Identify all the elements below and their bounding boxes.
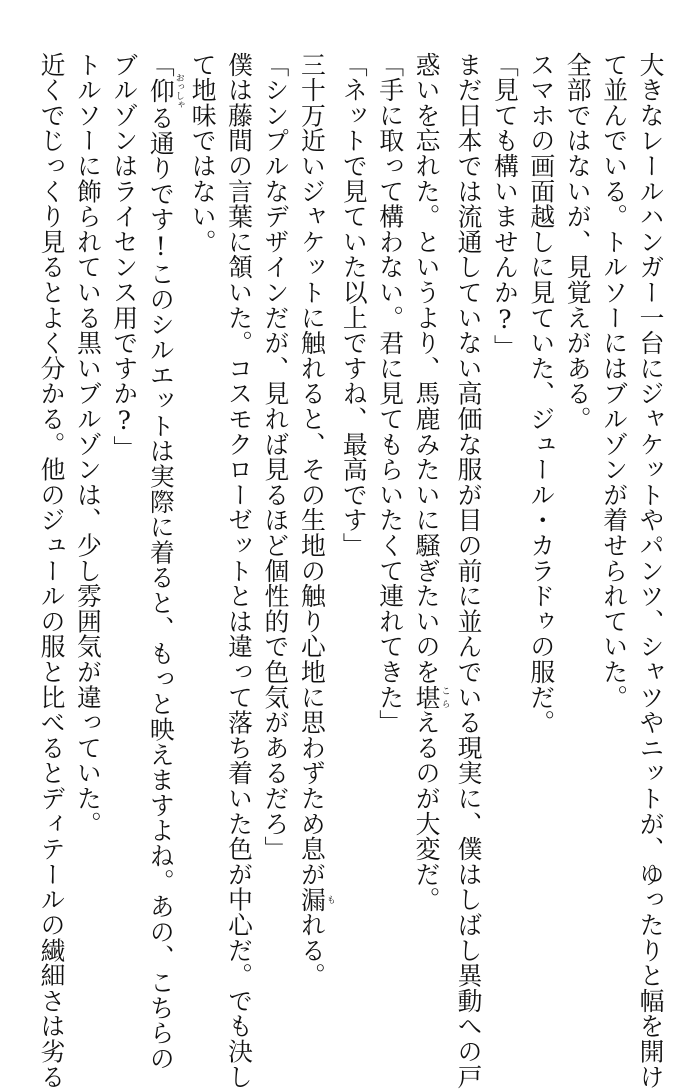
text-line-15: ブルゾンはライセンス用ですか?」	[109, 52, 139, 461]
vertical-text-body	[33, 52, 668, 1089]
text-line-16: トルソーに飾られている黒いブルゾンは、少し雰囲気が違っていた。	[73, 52, 103, 837]
text-line-3: 全部ではないが、見覚えがある。	[563, 52, 593, 432]
text-line-13: て地味ではない。	[188, 52, 218, 255]
text-line-7: 惑いを忘れた。というより、馬鹿みたいに騒ぎたいのを堪こらえるのが大変だ。	[412, 52, 450, 913]
text-line-12: 僕は藤間の言葉に頷いた。コスモクローゼットとは違って落ち着いた色が中心だ。でも決し	[224, 52, 254, 1089]
text-line-2: て並んでいる。トルソーにはブルゾンが着せられていた。	[599, 52, 629, 710]
text-line-17: 近くでじっくり見るとよく分かる。他のジュールの服と比べるとディテールの繊細さは劣る	[37, 52, 66, 1089]
text-line-10: 三十万近いジャケットに触れると、その生地の触り心地に思わずため息が漏もれる。	[297, 52, 335, 989]
text-line-9: 「ネットで見ていた以上ですね、最高です」	[339, 52, 369, 558]
text-line-4: スマホの画面越しに見ていた、ジュール・カラドゥの服だ。	[526, 52, 556, 736]
text-line-14: 「仰おっしゃる通りです!このシルエットは実際に着ると、もっと映えますよね。あの、こちらの	[146, 52, 184, 1071]
text-line-1: 大きなレールハンガー一台にジャケットやパンツ、シャツやニットが、ゆったりと幅を開け	[636, 52, 665, 1089]
text-line-8: 「手に取って構わない。君に見てもらいたくて連れてきた」	[375, 52, 405, 736]
text-line-6: まだ日本では流通していない高価な服が目の前に並んでいる現実に、僕はしばし異動への戸	[453, 52, 483, 1089]
furigana-ruby: 漏も	[297, 886, 335, 913]
furigana-reading: おっしゃ	[173, 73, 184, 110]
furigana-reading: こら	[439, 684, 450, 710]
text-line-11: 「シンプルなデザインだが、見れば見るほど個性的で色気があるだろ」	[260, 52, 290, 862]
text-line-5: 「見ても構いませんか?」	[490, 52, 520, 360]
furigana-reading: も	[324, 886, 335, 913]
furigana-ruby: 仰おっしゃ	[146, 73, 184, 110]
furigana-ruby: 堪こら	[412, 684, 450, 710]
